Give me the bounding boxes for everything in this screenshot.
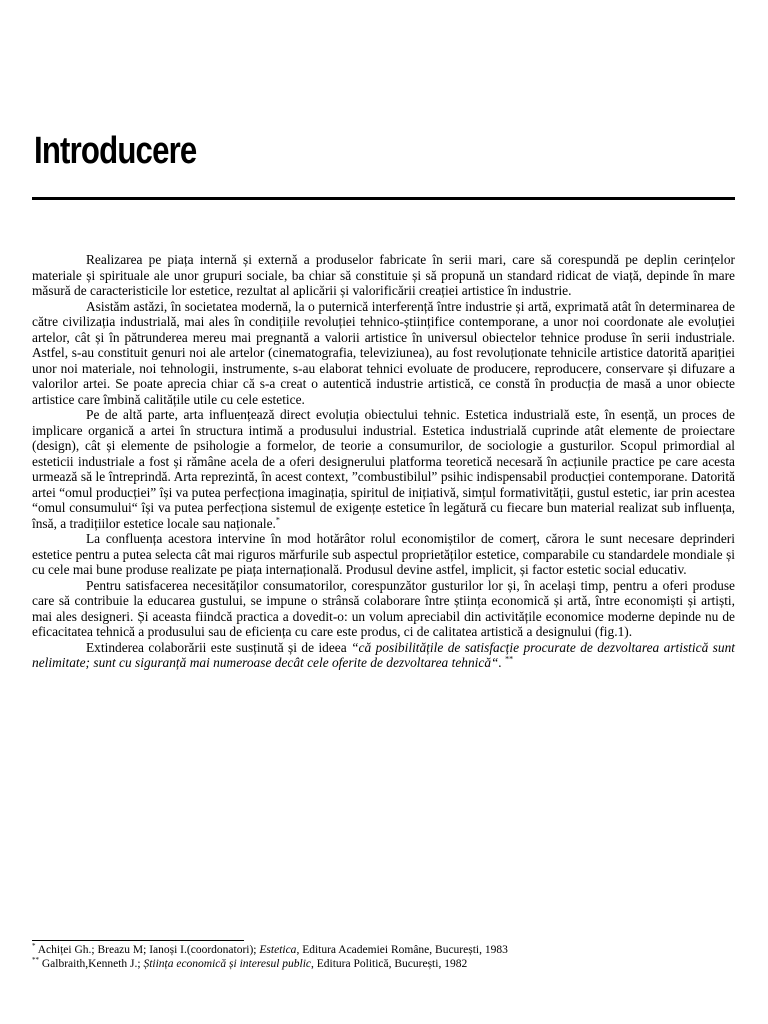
footnote: [32, 957, 735, 971]
body-text: [32, 252, 735, 671]
paragraph: Pentru satisfacerea necesităților consumatorilor, corespunzător gusturilor lor și, în același timp, pentru a oferi produse care să contribuie la educarea gustului, se impune o strânsă colaborare între știința economică și artă, între economiști și artiști, mai ales designeri. Și aceasta fiindcă practica a dovedit-o: un volum apreciabil din activitățile economice moderne depinde nu de eficacitatea tehnică a produsului sau de eficiența cu care este produs, ci de calitatea artistică a designului (fig.1).: [32, 577, 735, 639]
paragraph-text: Extinderea colaborării este susținută și de ideea: [86, 639, 352, 655]
paragraph: Asistăm astăzi, în societatea modernă, la o puternică interferență între industrie și artă, exprimată atât în determinarea de către civilizația industrială, mai ales în condițiile revoluției tehnico-științifice contemporane, a unor noi coordonate ale evoluției artelor, cât și în pătrunderea mereu mai pregnantă a valorii artistice în universul obiectelor tehnice produse în serii industriale. Astfel, s-au constituit genuri noi ale artelor (cinematografia, televiziunea), au fost revoluționate tehnicile artistice datorită apariției unor noi materiale, noi tehnologii, instrumente, s-au elaborat tehnici evoluate de producere, reproducere, conservare și difuzare a valorilor artei. Se poate aprecia chiar că s-a creat o autentică industrie artistică, ce constă în producția de masă a unor obiecte artistice care îmbină calitățile utile cu cele estetice.: [32, 298, 735, 407]
title-underline: [32, 197, 735, 200]
footnote-separator: [32, 940, 244, 941]
footnote-ref: **: [505, 654, 514, 664]
paragraph: [32, 407, 735, 531]
footnotes: [32, 943, 735, 971]
footnote-title: Estetica: [259, 944, 297, 956]
paragraph: La confluența acestora intervine în mod hotărâtor rolul economiștilor de comerț, cărora le sunt necesare deprinderi estetice pentru a putea selecta cât mai riguros mărfurile sub aspectul proprietăților estetice, comparabile cu standardele mondiale și cu cele mai bune produse realizate pe piața internațională. Produsul devine astfel, implicit, și factor estetic social educativ.: [32, 531, 735, 577]
paragraph-text: Pe de altă parte, arta influențează direct evoluția obiectului tehnic. Estetica industrială este, în esență, un proces de implicare organică a artei în structura intimă a produsului industrial. Estetica industrială cuprinde atât elemente de proiectare (design), cât și elemente de psihologie a formelor, de teorie a consumurilor, de sociologie a gusturilor. Scopul primordial al esteticii industriale a fost și rămâne acela de a oferi designerului platforma teoretică necesară în acțiunile practice pe care acesta urmează să le întreprindă. Arta reprezintă, în acest context, ”combustibilul” psihic indispensabil producției contemporane. Datorită artei “omul producției” își va putea perfecționa imaginația, spiritul de inițiativă, simțul formativității, gustul estetic, iar prin acestea “omul consumului“ își va putea perfecționa sistemul de exigențe estetice în legătură cu fiecare bun material realizat sub influența, însă, a tradițiilor estetice locale sau naționale.: [32, 407, 735, 531]
footnote-publisher: , Editura Academiei Române, București, 1983: [296, 944, 508, 956]
paragraph: Realizarea pe piața internă și externă a produselor fabricate în serii mari, care să corespundă pe deplin cerințelor materiale și spirituale ale unor grupuri sociale, ba chiar să constituie și să propună un standard ridicat de viață, depinde în mare măsură de caracteristicile lor estetice, rezultat al aplicării și valorificării creației artistice în industrie.: [32, 252, 735, 298]
footnote-title: Știința economică și interesul public: [143, 958, 312, 970]
footnote: [32, 943, 735, 957]
page-title: Introducere: [34, 130, 197, 172]
footnote-mark: *: [32, 942, 36, 951]
footnote-publisher: , Editura Politică, București, 1982: [311, 958, 468, 970]
footnote-ref: *: [275, 515, 280, 525]
quotation: “că posibilitățile de satisfacție procurate de dezvoltarea artistică sunt nelimitate; sunt cu siguranță mai numeroase decât cele oferite de dezvoltarea tehnică“.: [32, 639, 735, 670]
footnote-mark: **: [32, 956, 39, 965]
paragraph: [32, 640, 735, 671]
footnote-authors: Achiței Gh.; Breazu M; Ianoși I.(coordonatori);: [37, 944, 260, 956]
footnote-authors: Galbraith,Kenneth J.;: [41, 958, 144, 970]
